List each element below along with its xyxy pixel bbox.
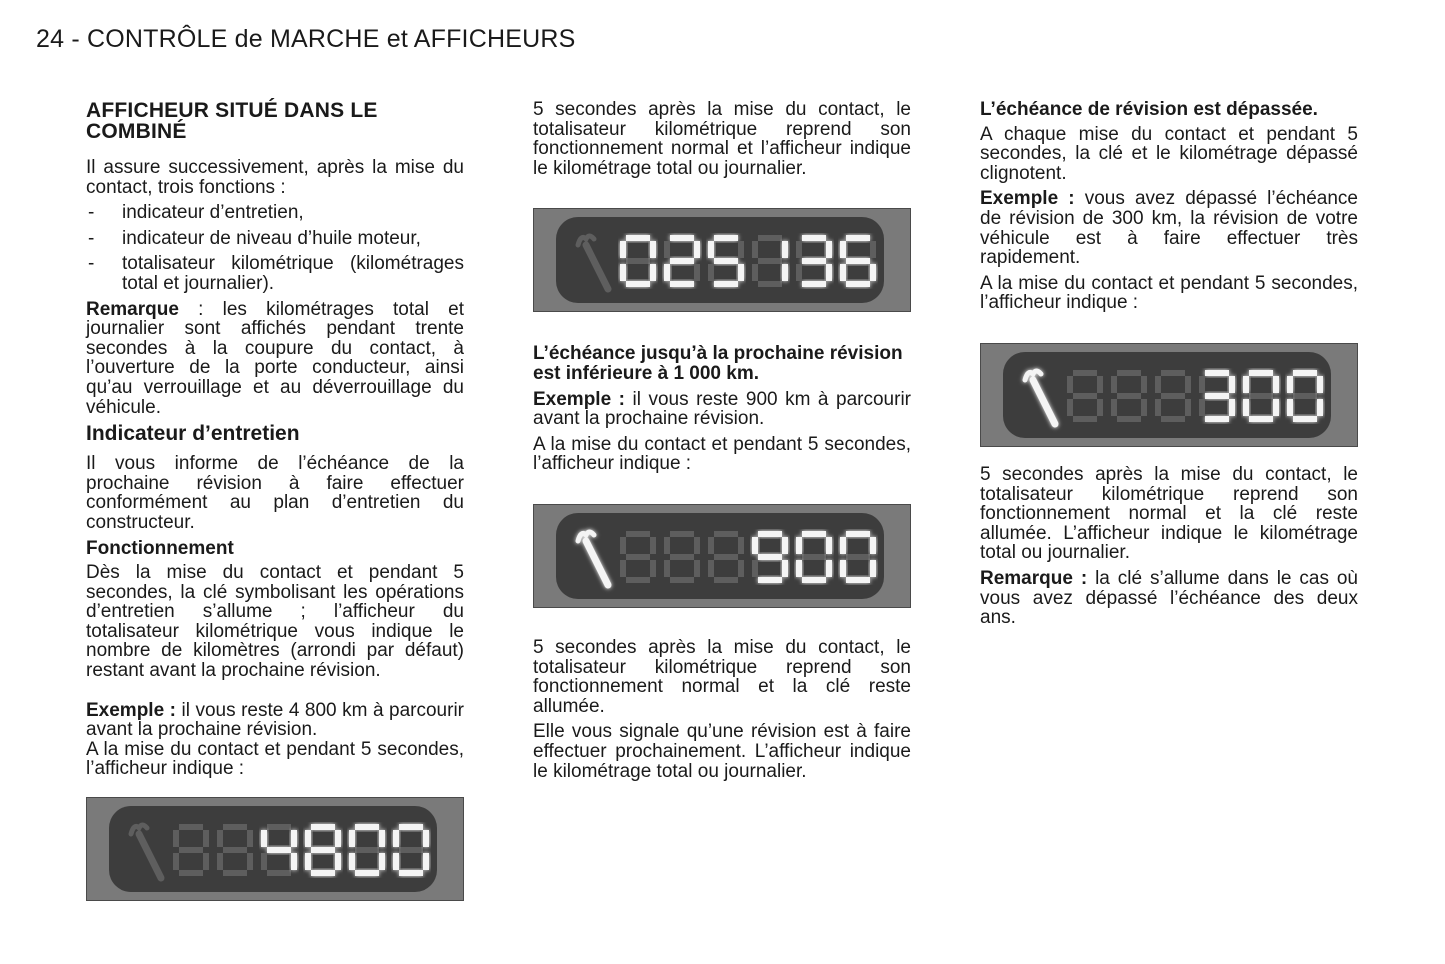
lcd-segment <box>796 560 802 577</box>
lcd-segment <box>223 824 247 830</box>
lcd-segment <box>846 531 870 537</box>
lcd-segment <box>796 241 802 258</box>
example-paragraph <box>533 390 911 429</box>
lcd-segment <box>399 847 423 853</box>
column-1 <box>86 100 464 901</box>
lcd-segment <box>1155 399 1161 416</box>
lcd-display <box>87 798 463 900</box>
maintenance-title: Indicateur d’entretien <box>86 422 300 446</box>
lcd-segment <box>311 824 335 830</box>
lcd-segment <box>694 560 700 577</box>
lcd-segment <box>802 258 826 264</box>
lcd-segment <box>708 537 714 554</box>
lcd-segment <box>620 537 626 554</box>
lcd-segment <box>1317 399 1323 416</box>
lcd-segment <box>1141 399 1147 416</box>
lcd-segment <box>670 235 694 241</box>
lcd-segment <box>1205 370 1229 376</box>
lcd-segment <box>670 281 694 287</box>
column-3 <box>980 100 1358 634</box>
paragraph: 5 secondes après la mise du contact, le totalisateur kilométrique reprend son fonctionnement normal et la clé reste allumée. L’afficheur indique le kilométrage total ou journalier. <box>980 463 1358 564</box>
lcd-segment <box>650 537 656 554</box>
lcd-segment <box>758 531 782 537</box>
lcd-segment <box>393 853 399 870</box>
example-label: Exemple : <box>980 188 1075 210</box>
lcd-segment <box>1205 416 1229 422</box>
lcd-segment <box>1273 399 1279 416</box>
lcd-segment <box>840 264 846 281</box>
lcd-segment <box>714 531 738 537</box>
lcd-segment <box>349 830 355 847</box>
lcd-segment <box>738 560 744 577</box>
lcd-segment <box>217 830 223 847</box>
example-label: Exemple : <box>86 699 176 721</box>
lcd-segment <box>758 577 782 583</box>
lcd-segment <box>1073 393 1097 399</box>
lcd-segment <box>1141 376 1147 393</box>
lcd-segment <box>311 870 335 876</box>
lcd-segment <box>846 258 870 264</box>
lcd-segment <box>846 554 870 560</box>
lcd-display <box>534 209 910 311</box>
lcd-segment <box>291 853 297 870</box>
lcd-segment <box>379 853 385 870</box>
lcd-segment <box>1229 399 1235 416</box>
remark-paragraph <box>86 300 464 418</box>
lcd-segment <box>802 235 826 241</box>
lcd-segment <box>626 281 650 287</box>
lcd-segment <box>802 577 826 583</box>
lcd-segment <box>1293 393 1317 399</box>
lcd-segment <box>355 847 379 853</box>
lcd-segment <box>670 258 694 264</box>
intro-paragraph: Il assure successivement, après la mise du contact, trois fonctions : <box>86 157 464 198</box>
lcd-segment <box>1067 376 1073 393</box>
lcd-segment <box>261 853 267 870</box>
lcd-segment <box>626 577 650 583</box>
lcd-segment <box>826 264 832 281</box>
lcd-segment <box>223 847 247 853</box>
lcd-segment <box>1161 416 1185 422</box>
lcd-segment <box>399 870 423 876</box>
example-paragraph <box>86 701 464 740</box>
lcd-segment <box>267 870 291 876</box>
display-image-odometer <box>533 208 911 312</box>
lcd-segment <box>620 264 626 281</box>
lcd-segment <box>738 264 744 281</box>
lcd-segment <box>708 264 714 281</box>
lcd-segment <box>1249 370 1273 376</box>
lcd-segment <box>650 241 656 258</box>
lcd-segment <box>626 235 650 241</box>
lcd-segment <box>782 264 788 281</box>
lcd-segment <box>1199 399 1205 416</box>
lcd-segment <box>179 847 203 853</box>
lcd-segment <box>1317 376 1323 393</box>
lcd-segment <box>670 577 694 583</box>
lcd-segment <box>1243 376 1249 393</box>
paragraph: A chaque mise du contact et pendant 5 secondes, la clé et le kilométrage dépassé clignotent. <box>980 123 1358 184</box>
lcd-segment <box>714 281 738 287</box>
lcd-segment <box>714 577 738 583</box>
lcd-segment <box>1097 399 1103 416</box>
lcd-segment <box>1067 399 1073 416</box>
example-paragraph <box>980 189 1358 267</box>
lcd-segment <box>752 241 758 258</box>
operation-paragraph: Dès la mise du contact et pendant 5 secondes, la clé symbolisant les opérations d’entretien s’allume ; l’afficheur du totalisateur kilométrique vous indique le nombre de kilomètres (arrondi par défaut) restant avant la prochaine révision. <box>86 562 464 682</box>
lcd-segment <box>1161 393 1185 399</box>
lcd-segment <box>247 853 253 870</box>
lcd-segment <box>311 847 335 853</box>
lcd-display <box>981 344 1357 446</box>
lcd-segment <box>714 554 738 560</box>
lcd-segment <box>223 870 247 876</box>
lcd-segment <box>1073 370 1097 376</box>
lcd-segment <box>1293 416 1317 422</box>
lcd-segment <box>796 537 802 554</box>
lcd-segment <box>664 537 670 554</box>
lcd-segment <box>626 531 650 537</box>
example-label: Exemple : <box>533 388 625 410</box>
lcd-segment <box>826 241 832 258</box>
lcd-segment <box>173 830 179 847</box>
lcd-segment <box>1205 393 1229 399</box>
function-list <box>86 203 464 293</box>
page-title: 24 - CONTRÔLE de MARCHE et AFFICHEURS <box>36 25 576 53</box>
lcd-segment <box>349 853 355 870</box>
lcd-segment <box>870 537 876 554</box>
example-paragraph-2: A la mise du contact et pendant 5 secondes, l’afficheur indique : <box>86 738 464 780</box>
lcd-segment <box>826 560 832 577</box>
lcd-segment <box>291 830 297 847</box>
lcd-segment <box>1249 393 1273 399</box>
lcd-segment <box>620 241 626 258</box>
lcd-segment <box>379 830 385 847</box>
example-text: vous avez dépassé l’échéance de révision de 300 km, la révision de votre véhicule est à faire effectuer très rapidement. <box>980 188 1358 269</box>
lcd-segment <box>1097 376 1103 393</box>
lcd-segment <box>1199 376 1205 393</box>
lcd-segment <box>179 870 203 876</box>
lcd-segment <box>1161 370 1185 376</box>
lcd-segment <box>247 830 253 847</box>
display-image-900 <box>533 504 911 608</box>
lcd-segment <box>1273 376 1279 393</box>
sub-title: L’échéance jusqu’à la prochaine révision est inférieure à 1 000 km. <box>533 343 903 384</box>
display-image-4800 <box>86 797 464 901</box>
lcd-segment <box>694 241 700 258</box>
lcd-segment <box>826 537 832 554</box>
lcd-segment <box>782 560 788 577</box>
lcd-segment <box>626 258 650 264</box>
remark-label: Remarque <box>86 298 179 320</box>
lcd-segment <box>261 830 267 847</box>
lcd-segment <box>694 264 700 281</box>
remark-text: la clé s’allume dans le cas où vous avez dépassé l’échéance des deux ans. <box>980 567 1358 629</box>
lcd-segment <box>650 264 656 281</box>
display-image-300 <box>980 343 1358 447</box>
lcd-segment <box>758 281 782 287</box>
lcd-segment <box>708 241 714 258</box>
remark-paragraph <box>980 569 1358 628</box>
paragraph: A la mise du contact et pendant 5 secondes, l’afficheur indique : <box>980 272 1358 314</box>
paragraph: 5 secondes après la mise du contact, le totalisateur kilométrique reprend son fonctionnement normal et la clé reste allumée. <box>533 636 911 717</box>
lcd-segment <box>1117 370 1141 376</box>
lcd-segment <box>870 264 876 281</box>
lcd-segment <box>782 241 788 258</box>
lcd-segment <box>752 560 758 577</box>
lcd-segment <box>670 554 694 560</box>
lcd-segment <box>267 824 291 830</box>
lcd-segment <box>335 853 341 870</box>
lcd-segment <box>1117 416 1141 422</box>
lcd-display <box>534 505 910 607</box>
lcd-segment <box>305 830 311 847</box>
lcd-segment <box>714 258 738 264</box>
sub-title: L’échéance de révision est dépassée. <box>980 99 1318 120</box>
lcd-segment <box>1073 416 1097 422</box>
lcd-segment <box>203 830 209 847</box>
lcd-segment <box>1111 376 1117 393</box>
paragraph: Elle vous signale qu’une révision est à faire effectuer prochainement. L’afficheur indique le kilométrage total ou journalier. <box>533 721 911 782</box>
remark-text: : les kilométrages total et journalier sont affichés pendant trente secondes à la coupure du contact, à l’ouverture de la porte conducteur, ainsi qu’au verrouillage et au déverrouillage du véhicule. <box>86 298 464 418</box>
paragraph: 5 secondes après la mise du contact, le totalisateur kilométrique reprend son fonctionnement normal et l’afficheur indique le kilométrage total ou journalier. <box>533 99 911 179</box>
lcd-segment <box>1249 416 1273 422</box>
lcd-segment <box>217 853 223 870</box>
lcd-segment <box>870 241 876 258</box>
example-text: il vous reste 4 800 km à parcourir avant la prochaine révision. <box>86 699 464 741</box>
lcd-segment <box>846 281 870 287</box>
lcd-segment <box>758 258 782 264</box>
lcd-segment <box>1185 399 1191 416</box>
lcd-segment <box>423 853 429 870</box>
lcd-segment <box>423 830 429 847</box>
lcd-segment <box>355 870 379 876</box>
lcd-segment <box>840 537 846 554</box>
lcd-segment <box>670 531 694 537</box>
lcd-segment <box>173 853 179 870</box>
lcd-segment <box>802 281 826 287</box>
lcd-segment <box>179 824 203 830</box>
column-2 <box>533 100 911 787</box>
lcd-segment <box>752 264 758 281</box>
operation-title: Fonctionnement <box>86 537 234 559</box>
lcd-segment <box>708 560 714 577</box>
lcd-segment <box>626 554 650 560</box>
lcd-segment <box>870 560 876 577</box>
lcd-segment <box>694 537 700 554</box>
lcd-segment <box>1287 399 1293 416</box>
lcd-segment <box>650 560 656 577</box>
lcd-segment <box>203 853 209 870</box>
lcd-segment <box>782 537 788 554</box>
lcd-segment <box>714 235 738 241</box>
lcd-segment <box>399 824 423 830</box>
lcd-segment <box>752 537 758 554</box>
remark-label: Remarque : <box>980 567 1088 589</box>
lcd-segment <box>355 824 379 830</box>
lcd-segment <box>840 241 846 258</box>
lcd-segment <box>1293 370 1317 376</box>
lcd-segment <box>802 531 826 537</box>
lcd-segment <box>796 264 802 281</box>
paragraph: A la mise du contact et pendant 5 secondes, l’afficheur indique : <box>533 433 911 475</box>
section-title: AFFICHEUR SITUÉ DANS LE COMBINÉ <box>86 99 378 143</box>
lcd-segment <box>664 560 670 577</box>
maintenance-paragraph: Il vous informe de l’échéance de la prochaine révision à faire effectuer conformément au plan d’entretien du constructeur. <box>86 453 464 533</box>
lcd-segment <box>335 830 341 847</box>
lcd-segment <box>393 830 399 847</box>
lcd-segment <box>1243 399 1249 416</box>
lcd-segment <box>664 264 670 281</box>
example-text: il vous reste 900 km à parcourir avant la prochaine révision. <box>533 388 911 430</box>
lcd-segment <box>1111 399 1117 416</box>
lcd-segment <box>846 577 870 583</box>
lcd-segment <box>758 235 782 241</box>
lcd-segment <box>846 235 870 241</box>
lcd-segment <box>758 554 782 560</box>
lcd-segment <box>1117 393 1141 399</box>
lcd-segment <box>802 554 826 560</box>
list-item: - totalisateur kilométrique (kilométrages total et journalier). <box>86 254 464 293</box>
list-item: - indicateur d’entretien, <box>86 203 464 223</box>
list-item: - indicateur de niveau d’huile moteur, <box>86 229 464 249</box>
lcd-segment <box>738 241 744 258</box>
lcd-segment <box>1287 376 1293 393</box>
lcd-segment <box>840 560 846 577</box>
lcd-segment <box>1155 376 1161 393</box>
lcd-segment <box>738 537 744 554</box>
lcd-segment <box>305 853 311 870</box>
lcd-segment <box>664 241 670 258</box>
lcd-segment <box>267 847 291 853</box>
lcd-segment <box>1185 376 1191 393</box>
lcd-segment <box>1229 376 1235 393</box>
lcd-segment <box>620 560 626 577</box>
